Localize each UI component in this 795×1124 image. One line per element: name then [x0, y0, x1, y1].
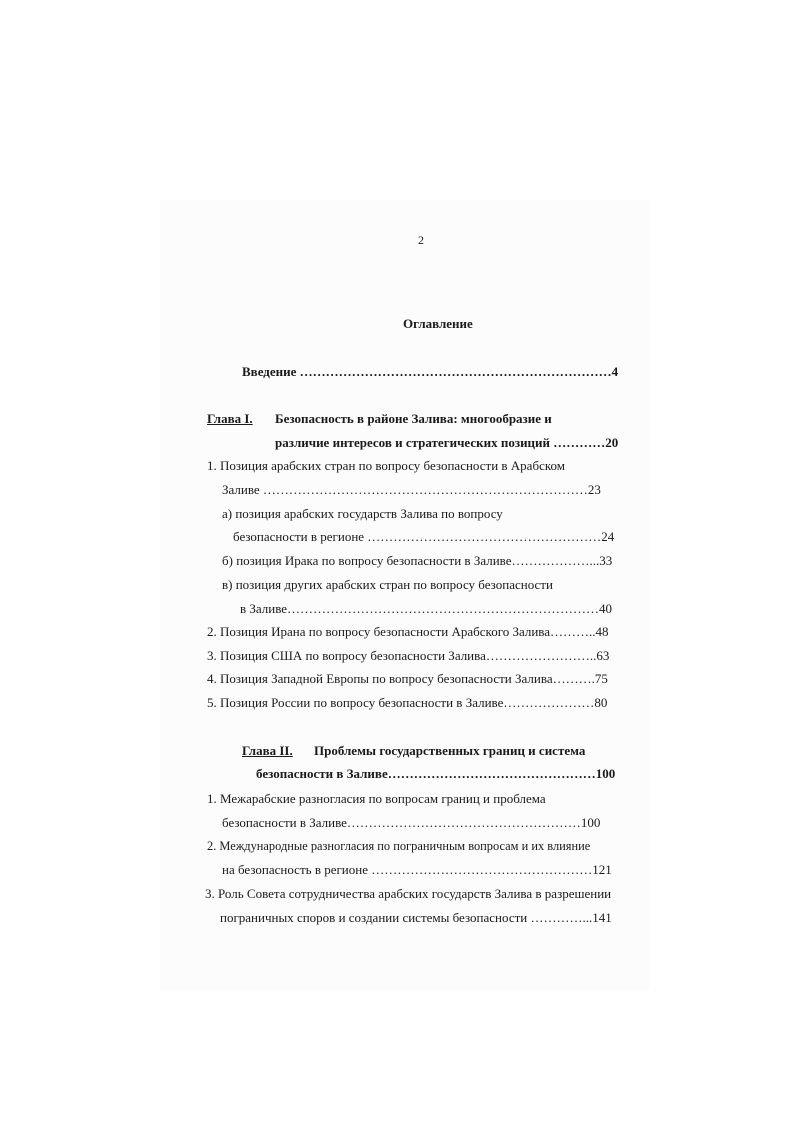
- toc-entry: 2. Позиция Ирана по вопросу безопасности Арабского Залива………..48: [207, 624, 609, 639]
- toc-entry-cont: на безопасность в регионе ……………………………………………121: [222, 862, 612, 877]
- chapter2-title-line1: Проблемы государственных границ и система: [314, 743, 586, 758]
- toc-entry: 5. Позиция России по вопросу безопасности в Заливе…………………80: [207, 695, 608, 710]
- toc-entry-cont: Заливе …………………………………………………………………23: [222, 482, 601, 497]
- toc-entry: 3. Позиция США по вопросу безопасности Залива……………………..63: [207, 648, 610, 663]
- toc-entry-cont: безопасности в регионе ………………………………………………24: [233, 529, 615, 544]
- toc-entry-cont: в Заливе………………………………………………………………40: [240, 601, 613, 616]
- toc-entry: 1. Позиция арабских стран по вопросу безопасности в Арабском: [207, 458, 565, 473]
- toc-entry: а) позиция арабских государств Залива по вопросу: [222, 506, 503, 521]
- toc-entry: 4. Позиция Западной Европы по вопросу безопасности Залива……….75: [207, 671, 608, 686]
- toc-entry-cont: пограничных споров и создании системы безопасности …………...141: [220, 910, 612, 925]
- toc-title: Оглавление: [403, 316, 473, 331]
- page-number: 2: [418, 233, 424, 247]
- toc-entry-cont: безопасности в Заливе………………………………………………100: [222, 815, 601, 830]
- chapter2-label: Глава II.: [242, 743, 293, 758]
- toc-entry: 1. Межарабские разногласия по вопросам границ и проблема: [207, 791, 546, 806]
- chapter1-title-line2: различие интересов и стратегических позиций …………20: [275, 435, 619, 450]
- toc-entry: 3. Роль Совета сотрудничества арабских государств Залива в разрешении: [205, 886, 612, 901]
- chapter1-title-line1: Безопасность в районе Залива: многообразие и: [275, 411, 552, 426]
- toc-intro: Введение ………………………………………………………………4: [242, 364, 619, 379]
- toc-entry: б) позиция Ирака по вопросу безопасности в Заливе………………...33: [222, 553, 613, 568]
- toc-entry: 2. Международные разногласия по пограничным вопросам и их влияние: [207, 839, 591, 853]
- toc-entry: в) позиция других арабских стран по вопросу безопасности: [222, 577, 553, 592]
- chapter1-label: Глава I.: [207, 411, 253, 426]
- chapter2-title-line2: безопасности в Заливе…………………………………………100: [256, 766, 616, 781]
